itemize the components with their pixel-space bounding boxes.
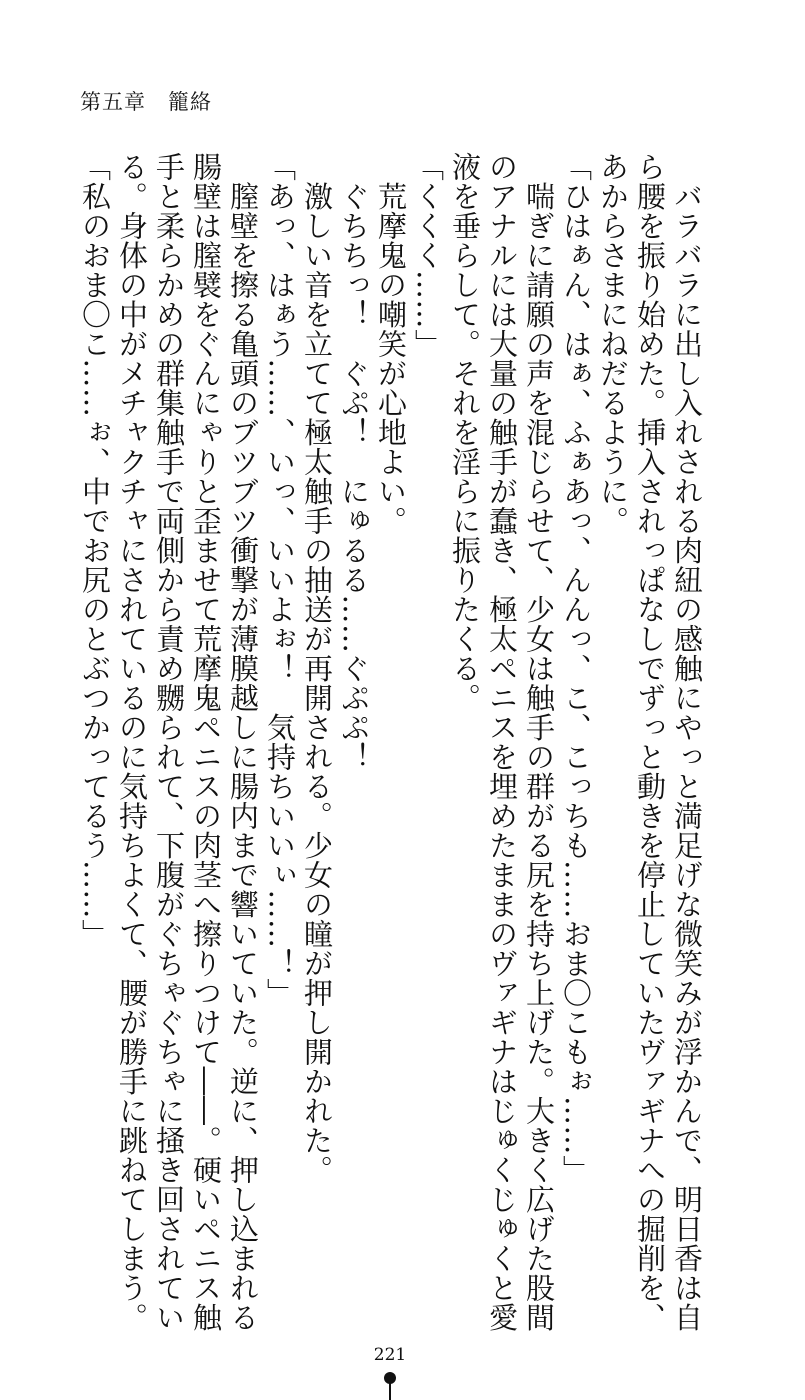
text-line: 「ひはぁん、はぁ、ふぁあっ、んんっ、こ、こっちも……おま〇こもぉ……」 bbox=[559, 152, 593, 1185]
text-line: ぐちちっ！ ぐぷ！ にゅるる……ぐぷぷ！ bbox=[337, 152, 371, 772]
text-line: る。身体の中がメチャクチャにされているのに気持ちよくて、腰が勝手に跳ねてしまう。 bbox=[115, 152, 149, 1332]
text-line: 液を垂らして。それを淫らに振りたくる。 bbox=[448, 152, 482, 713]
text-line: あからさまにねだるように。 bbox=[596, 152, 630, 536]
text-line: 「くくく……」 bbox=[411, 152, 445, 359]
text-line: 腸壁は膣襞をぐんにゃりと歪ませて荒摩鬼ペニスの肉茎へ擦りつけて――。硬いペニス触 bbox=[189, 152, 223, 1332]
text-line: 膣壁を擦る亀頭のブツブツ衝撃が薄膜越しに腸内まで響いていた。逆に、押し込まれる bbox=[226, 152, 260, 1332]
page-number: 221 bbox=[373, 1345, 407, 1365]
text-line: 喘ぎに請願の声を混じらせて、少女は触手の群がる尻を持ち上げた。大きく広げた股間 bbox=[522, 152, 556, 1332]
text-line: ら腰を振り始めた。挿入されっぱなしでずっと動きを停止していたヴァギナへの掘削を、 bbox=[633, 152, 667, 1332]
chapter-heading: 第五章 籠絡 bbox=[80, 90, 212, 114]
text-line: 激しい音を立てて極太触手の抽送が再開される。少女の瞳が押し開かれた。 bbox=[300, 152, 334, 1185]
page-marker-line bbox=[389, 1382, 391, 1400]
text-line: バラバラに出し入れされる肉紐の感触にやっと満足げな微笑みが浮かんで、明日香は自 bbox=[670, 152, 704, 1332]
text-line: 「私のおま〇こ……ぉ、中でお尻のとぶつかってるう……」 bbox=[78, 152, 112, 949]
text-line: 手と柔らかめの群集触手で両側から責め嬲られて、下腹がぐちゃぐちゃに掻き回されてい bbox=[152, 152, 186, 1332]
text-line: のアナルには大量の触手が蠢き、極太ペニスを埋めたままのヴァギナはじゅくじゅくと愛 bbox=[485, 152, 519, 1332]
text-line: 荒摩鬼の嘲笑が心地よい。 bbox=[374, 152, 408, 536]
text-line: 「あっ、はぁう……、いっ、いいよぉ！ 気持ちいいぃ……！」 bbox=[263, 152, 297, 1008]
body-text bbox=[76, 152, 705, 1332]
